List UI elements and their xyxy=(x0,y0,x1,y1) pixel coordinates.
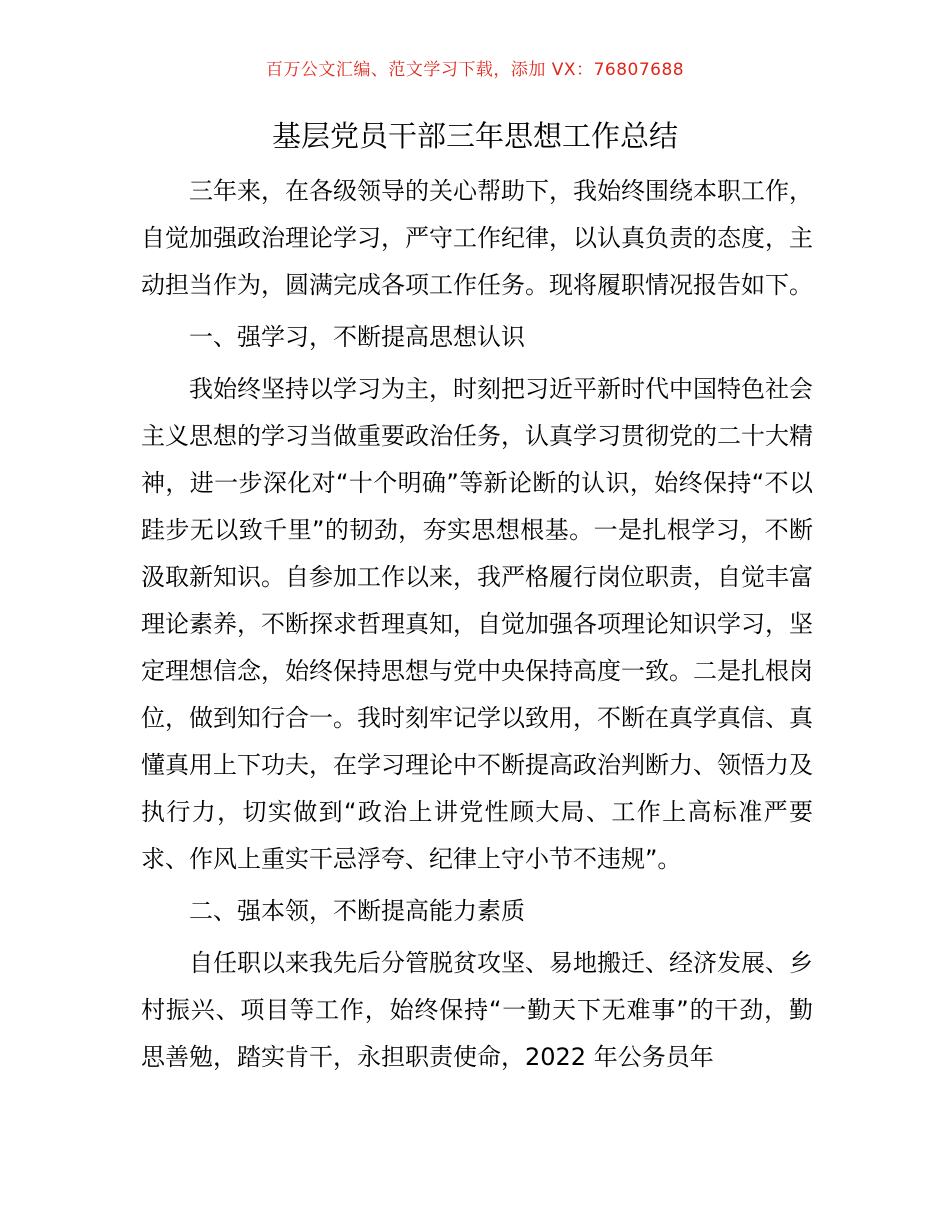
section-1-paragraph: 我始终坚持以学习为主，时刻把习近平新时代中国特色社会主义思想的学习当做重要政治任务，认真学习贯彻党的二十大精神，进一步深化对“十个明确”等新论断的认识，始终保持“不以跬步无以致千里”的韧劲，夯实思想根基。一是扎根学习，不断汲取新知识。自参加工作以来，我严格履行岗位职责，自觉丰富理论素养，不断探求哲理真知，自觉加强各项理论知识学习，坚定理想信念，始终保持思想与党中央保持高度一致。二是扎根岗位，做到知行合一。我时刻牢记学以致用，不断在真学真信、真懂真用上下功夫，在学习理论中不断提高政治判断力、领悟力及执行力，切实做到“政治上讲党性顾大局、工作上高标准严要求、作风上重实干忌浮夸、纪律上守小节不违规”。 xyxy=(141,375,813,873)
section-2-heading: 二、强本领，不断提高能力素质 xyxy=(189,897,525,925)
header-banner: 百万公文汇编、范文学习下载，添加 VX：76807688 xyxy=(265,60,685,80)
intro-paragraph: 三年来，在各级领导的关心帮助下，我始终围绕本职工作，自觉加强政治理论学习，严守工作纪律，以认真负责的态度，主动担当作为，圆满完成各项工作任务。现将履职情况报告如下。 xyxy=(141,177,813,299)
document-body xyxy=(141,168,813,1086)
section-1-heading: 一、强学习，不断提高思想认识 xyxy=(189,323,525,351)
section-2-paragraph: 自任职以来我先后分管脱贫攻坚、易地搬迁、经济发展、乡村振兴、项目等工作，始终保持“一勤天下无难事”的干劲，勤思善勉，踏实肯干，永担职责使命，2022 年公务员年 xyxy=(141,949,813,1071)
document-title: 基层党员干部三年思想工作总结 xyxy=(271,119,678,153)
